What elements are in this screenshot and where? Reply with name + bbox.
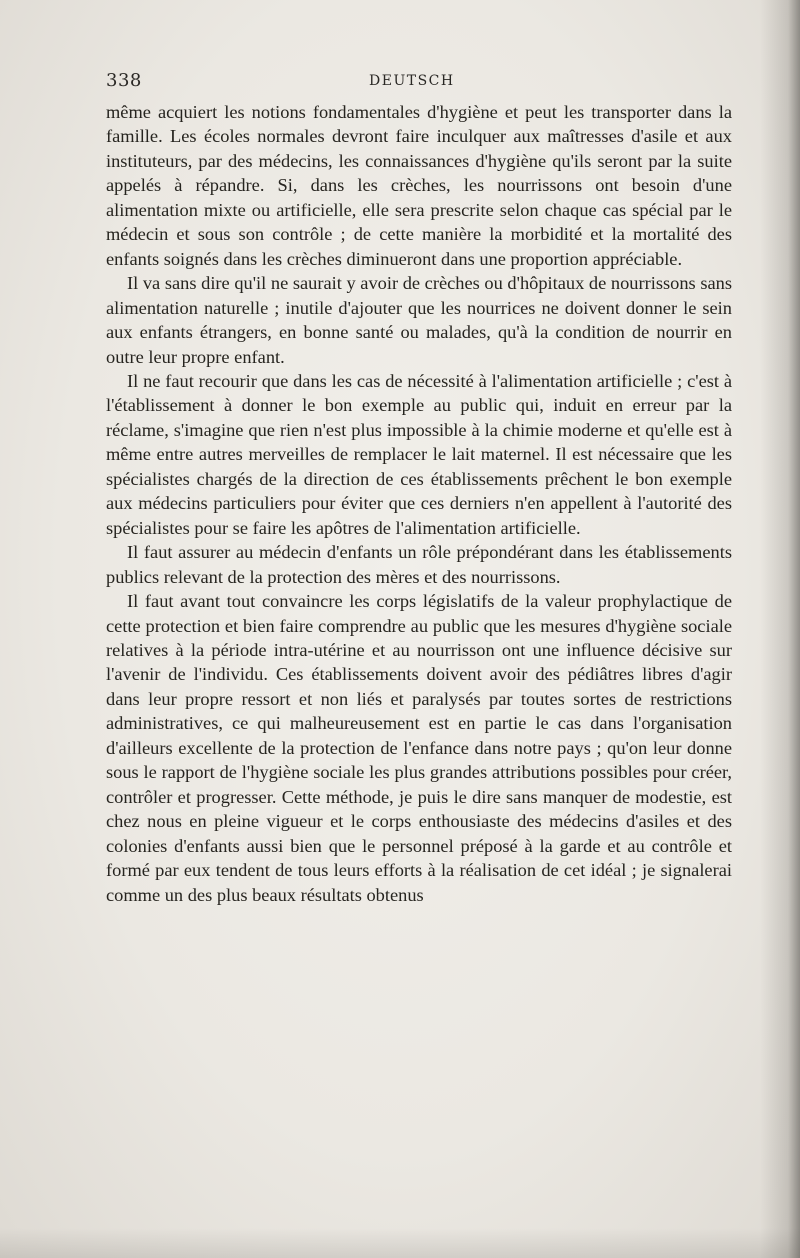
running-title: DEUTSCH <box>369 73 455 89</box>
body-text <box>106 100 732 907</box>
paragraph-5: Il faut avant tout convaincre les corps législatifs de la valeur prophylactique de cette protection et bien faire comprendre au public que les mesures d'hygiène sociale relatives à la période intra-utérine et au nourrisson ont une influence décisive sur l'avenir de l'individu. Ces établissements doivent avoir des pédiâtres libres d'agir dans leur propre ressort et non liés et paralysés par toutes sortes de restrictions administratives, ce qui malheureusement est en partie le cas dans l'organisation d'ailleurs excellente de la protection de l'enfance dans notre pays ; qu'on leur donne sous le rapport de l'hygiène sociale les plus grandes attributions possibles pour créer, contrôler et progresser. Cette méthode, je puis le dire sans manquer de modestie, est chez nous en pleine vigueur et le corps enthousiaste des médecins d'asiles et des colonies d'enfants aussi bien que le personnel préposé à la garde et au contrôle et formé par eux tendent de tous leurs efforts à la réalisation de cet idéal ; je signalerai comme un des plus beaux résultats obtenus <box>106 591 732 905</box>
page-edge-shadow <box>760 0 800 1258</box>
paragraph-2: Il va sans dire qu'il ne saurait y avoir de crèches ou d'hôpitaux de nourrissons sans alimentation naturelle ; inutile d'ajouter que les nourrices ne doivent donner le sein aux enfants étrangers, en bonne santé ou malades, qu'à la condition de nourrir en outre leur propre enfant. <box>106 273 732 367</box>
page-number: 338 <box>106 70 142 91</box>
paragraph-3: Il ne faut recourir que dans les cas de nécessité à l'alimentation artificielle ; c'est à l'établissement à donner le bon exemple au public qui, induit en erreur par la réclame, s'imagine que rien n'est plus impossible à la chimie moderne et qu'elle est à même entre autres merveilles de remplacer le lait maternel. Il est nécessaire que les spécialistes chargés de la direction de ces établissements prêchent le bon exemple aux médecins particuliers pour éviter que ces derniers n'en appellent à l'autorité des spécialistes pour se faire les apôtres de l'alimentation artificielle. <box>106 370 732 538</box>
paragraph-1: même acquiert les notions fondamentales d'hygiène et peut les transporter dans la famille. Les écoles normales devront faire inculquer aux maîtresses d'asile et aux instituteurs, par des médecins, les connaissances d'hygiène qu'ils seront par la suite appelés à répandre. Si, dans les crèches, les nourrissons ont besoin d'une alimentation mixte ou artificielle, elle sera prescrite selon chaque cas spécial par le médecin et sous son contrôle ; de cette manière la morbidité et la mortalité des enfants soignés dans les crèches diminueront dans une proportion appréciable. <box>106 102 732 269</box>
page-bottom-shadow <box>0 1228 800 1258</box>
running-head <box>106 70 732 98</box>
paragraph-4: Il faut assurer au médecin d'enfants un rôle prépondérant dans les établissements publics relevant de la protection des mères et des nourrissons. <box>106 542 732 587</box>
